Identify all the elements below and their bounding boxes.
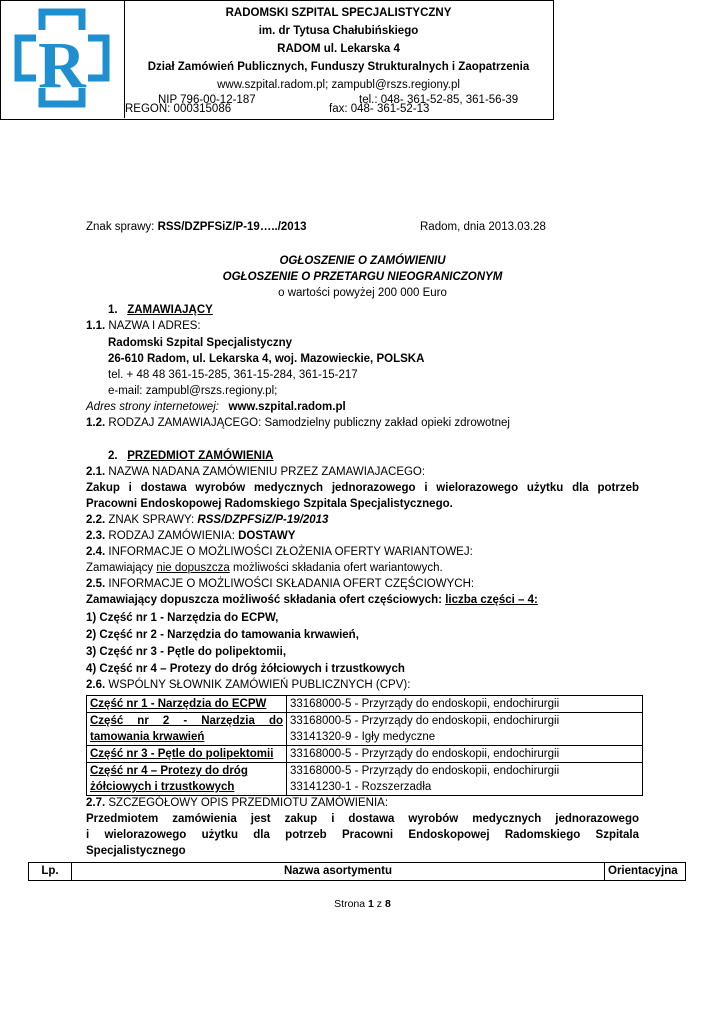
regon: REGON: 000315086 [125,103,232,115]
section-1-2: 1.2. RODZAJ ZAMAWIAJĄCEGO: Samodzielny publiczny zakład opieki zdrowotnej [86,417,510,429]
subject-line-1: Zakup i dostawa wyrobów medycznych jednorazowego i wielorazowego użytku dla potrzeb [86,482,639,494]
section-2-5: 2.5. INFORMACJE O MOŻLIWOŚCI SKŁADANIA OFERT CZĘŚCIOWYCH: [86,578,475,590]
column-header-name: Nazwa asortymentu [72,863,605,881]
table-row [87,763,643,796]
cpv-part: Część nr 3 - Pętle do polipektomii [87,746,287,763]
svg-text:R: R [38,29,86,102]
cpv-codes: 33168000-5 - Przyrządy do endoskopii, endochirurgii 33141320-9 - Igły medyczne [287,713,643,746]
section-2-7: 2.7. SZCZEGÓŁOWY OPIS PRZEDMIOTU ZAMÓWIENIA: [86,797,389,809]
description-line-1: Przedmiotem zamówienia jest zakup i dostawa wyrobów medycznych jednorazowego [86,813,639,825]
cpv-codes: 33168000-5 - Przyrządy do endoskopii, endochirurgii [287,696,643,713]
cpv-table [86,695,643,796]
description-line-3: Specjalistycznego [86,845,186,857]
hospital-logo [0,0,125,118]
table-row [87,696,643,713]
assortment-table [28,862,686,881]
title-value: o wartości powyżej 200 000 Euro [278,287,447,299]
document-date: Radom, dnia 2013.03.28 [420,221,546,233]
contracting-email: e-mail: zampubl@rszs.regiony.pl; [108,385,278,397]
section-2-1: 2.1. NAZWA NADANA ZAMÓWIENIU PRZEZ ZAMAWIAJACEGO: [86,466,426,478]
phone: tel.: 048- 361-52-85, 361-56-39 [359,94,519,106]
department-name: Dział Zamówień Publicznych, Funduszy Strukturalnych i Zaopatrzenia [147,61,530,73]
section-2-3: 2.3. RODZAJ ZAMÓWIENIA: DOSTAWY [86,530,296,542]
contracting-phone: tel. + 48 48 361-15-285, 361-15-284, 361-15-217 [108,369,358,381]
section-2-4: 2.4. INFORMACJE O MOŻLIWOŚCI ZŁOŻENIA OFERTY WARIANTOWEJ: [86,546,473,558]
page-number: Strona 1 z 8 [334,898,391,910]
contracting-name: Radomski Szpital Specjalistyczny [108,337,293,349]
section-2-6: 2.6. WSPÓLNY SŁOWNIK ZAMÓWIEŃ PUBLICZNYCH (CPV): [86,679,411,691]
table-row [87,746,643,763]
fax: fax: 048- 361-52-13 [329,103,430,115]
contracting-address: 26-610 Radom, ul. Lekarska 4, woj. Mazowieckie, POLSKA [108,353,425,365]
table-header-row [29,863,686,881]
letterhead [0,0,554,120]
website-line: Adres strony internetowej: www.szpital.radom.pl [86,401,346,413]
column-header-orientation: Orientacyjna [605,863,686,881]
case-number: Znak sprawy: RSS/DZPFSiZ/P-19…../2013 [86,221,307,233]
hospital-city: RADOM ul. Lekarska 4 [277,43,400,55]
cpv-part: Część nr 1 - Narzędzia do ECPW [87,696,287,713]
hospital-patron: im. dr Tytusa Chałubińskiego [258,25,419,37]
section-1-heading: 1. ZAMAWIAJĄCY [108,304,213,316]
part-item: 2) Część nr 2 - Narzędzia do tamowania krwawień, [86,629,359,641]
hospital-name: RADOMSKI SZPITAL SPECJALISTYCZNY [225,7,452,19]
nip: NIP 796-00-12-187 [158,94,256,106]
title-sub: OGŁOSZENIE O PRZETARGU NIEOGRANICZONYM [222,271,503,283]
section-1-1: 1.1. NAZWA I ADRES: [86,320,201,332]
description-line-2: i wielorazowego użytku dla potrzeb Pracowni Endoskopowej Radomskiego Szpitala [86,829,639,841]
cpv-codes: 33168000-5 - Przyrządy do endoskopii, endochirurgii [287,746,643,763]
partial-info: Zamawiający dopuszcza możliwość składania ofert częściowych: liczba części – 4: [86,594,538,606]
part-item: 1) Część nr 1 - Narzędzia do ECPW, [86,612,279,624]
cpv-part: Część nr 2 - Narzędzia do tamowania krwawień [87,713,287,746]
part-item: 3) Część nr 3 - Pętle do polipektomii, [86,646,287,658]
column-header-lp: Lp. [29,863,72,881]
part-item: 4) Część nr 4 – Protezy do dróg żółciowych i trzustkowych [86,663,405,675]
section-2-heading: 2. PRZEDMIOT ZAMÓWIENIA [108,450,274,462]
cpv-codes: 33168000-5 - Przyrządy do endoskopii, endochirurgii 33141230-1 - Rozszerzadła [287,763,643,796]
variant-info: Zamawiający nie dopuszcza możliwości składania ofert wariantowych. [86,562,443,574]
website-email: www.szpital.radom.pl; zampubl@rszs.regiony.pl [217,79,460,91]
section-2-2: 2.2. ZNAK SPRAWY: RSS/DZPFSiZ/P-19/2013 [86,514,329,526]
subject-line-2: Pracowni Endoskopowej Radomskiego Szpitala Specjalistycznego. [86,498,453,510]
title-main: OGŁOSZENIE O ZAMÓWIENIU [279,255,446,267]
cpv-part: Część nr 4 – Protezy do dróg żółciowych i trzustkowych [87,763,287,796]
table-row [87,713,643,746]
